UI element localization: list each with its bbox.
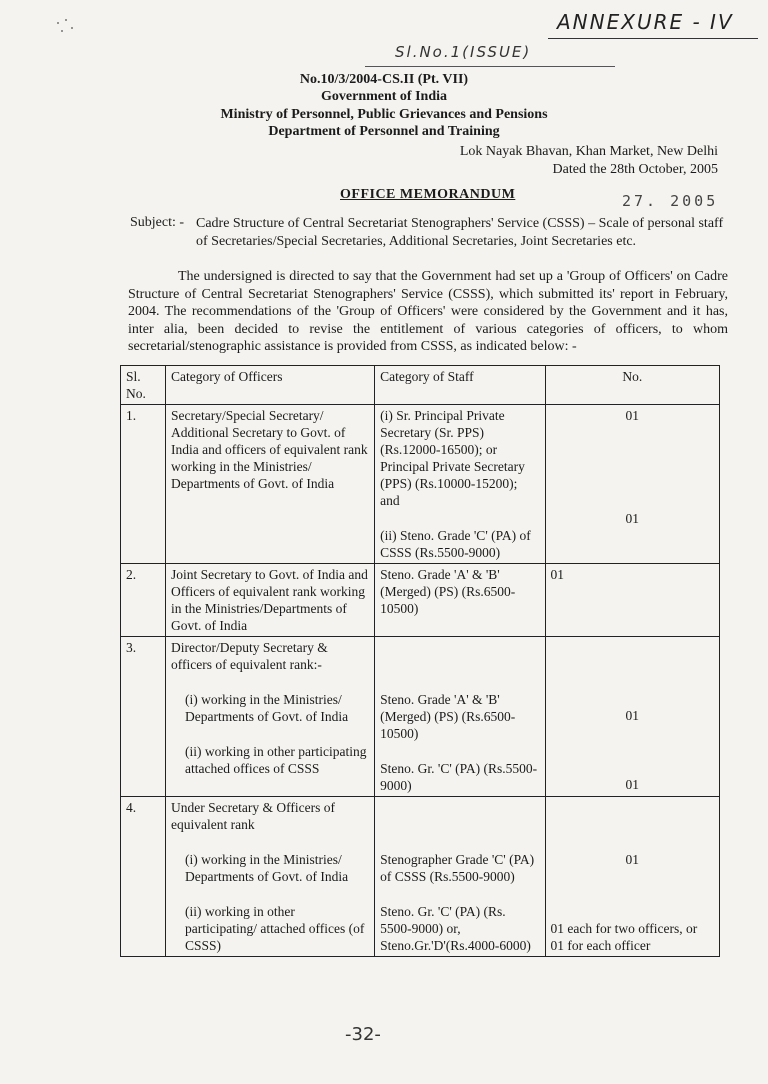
row-officer (166, 405, 375, 564)
row-staff (375, 637, 545, 797)
ministry-line: Ministry of Personnel, Public Grievances and Pensions (220, 107, 548, 122)
staff-option-b: Steno. Gr. 'C' (PA) (Rs. 5500-9000) or, Steno.Gr.'D'(Rs.4000-6000) (380, 904, 531, 953)
annexure-label: ANNEXURE - IV (557, 10, 734, 34)
number-b: 01 (625, 777, 640, 792)
table-row (121, 405, 720, 564)
header-number: No. (545, 366, 719, 405)
officer-text: Under Secretary & Officers of equivalent rank (171, 800, 335, 832)
page-number: -32- (345, 1024, 381, 1045)
staff-option-a: Stenographer Grade 'C' (PA) of CSSS (Rs.5500-9000) (380, 852, 535, 884)
row-number: 01 (545, 564, 719, 637)
row-officer (166, 797, 375, 957)
officer-sub-b: (ii) working in other participating/ attached offices (of CSSS) (185, 904, 365, 953)
row-number (545, 637, 719, 797)
officer-text: Director/Deputy Secretary & officers of equivalent rank:- (171, 640, 328, 672)
staff-option-a: Steno. Grade 'A' & 'B' (Merged) (PS) (Rs.6500-10500) (380, 692, 516, 741)
table-row (121, 637, 720, 797)
row-officer: Joint Secretary to Govt. of India and Officers of equivalent rank working in the Ministries/Departments of Govt. of India (166, 564, 375, 637)
subject-label: Subject: - (130, 215, 185, 230)
officer-sub-b: (ii) working in other participating attached offices of CSSS (185, 744, 367, 776)
handwritten-reference: Sl.No.1(ISSUE) (395, 43, 532, 61)
dated-line: Dated the 28th October, 2005 (552, 162, 718, 177)
header-sl-no: Sl. No. (121, 366, 166, 405)
number-b: 01 (625, 511, 640, 526)
address-line: Lok Nayak Bhavan, Khan Market, New Delhi (459, 144, 718, 159)
entitlement-table (120, 365, 720, 957)
reference-number: No.10/3/2004-CS.II (Pt. VII) (299, 72, 469, 87)
row-sl: 1. (121, 405, 166, 564)
body-paragraph: The undersigned is directed to say that the Government had set up a 'Group of Officers' on Cadre Structure of Central Secretariat Stenographers' Service (CSSS), which submitted its' report in February, 2004. The recommendations of the 'Group of Officers' were considered by the Government and it has, inter alia, been decided to revise the entitlement of various categories of officers, to whom secretarial/stenographic assistance is provided from CSSS, as indicated below: - (128, 269, 728, 354)
row-officer (166, 637, 375, 797)
table-header-row (121, 366, 720, 405)
staff-option-a: (i) Sr. Principal Private Secretary (Sr. PPS) (Rs.12000-16500); or Principal Private Secretary (PPS) (Rs.10000-15200); and (380, 408, 525, 508)
header-category-officers: Category of Officers (166, 366, 375, 405)
staff-option-b: (ii) Steno. Grade 'C' (PA) of CSSS (Rs.5500-9000) (380, 528, 531, 560)
staff-option-b: Steno. Gr. 'C' (PA) (Rs.5500-9000) (380, 761, 538, 793)
officer-sub-a: (i) working in the Ministries/ Departments of Govt. of India (185, 852, 349, 884)
number-b: 01 each for two officers, or 01 for each officer (550, 921, 698, 953)
row-number (545, 797, 719, 957)
memo-title: OFFICE MEMORANDUM (340, 187, 516, 202)
department-line: Department of Personnel and Training (268, 124, 500, 139)
table-row (121, 797, 720, 957)
handwritten-underline (365, 66, 615, 67)
officer-sub-a: (i) working in the Ministries/ Departments of Govt. of India (185, 692, 349, 724)
officer-text: Secretary/Special Secretary/ Additional Secretary to Govt. of India and officers of equivalent rank working in the Ministries/ Departments of Govt. of India (171, 408, 368, 491)
annexure-underline (548, 38, 758, 39)
row-staff (375, 405, 545, 564)
number-a: 01 (625, 408, 640, 423)
table-row (121, 564, 720, 637)
row-staff: Steno. Grade 'A' & 'B' (Merged) (PS) (Rs.6500-10500) (375, 564, 545, 637)
number-a: 01 (625, 852, 640, 867)
row-sl: 2. (121, 564, 166, 637)
date-stamp: 27. 2005 (622, 192, 719, 210)
scan-specks (55, 18, 75, 38)
row-number (545, 405, 719, 564)
government-line: Government of India (321, 89, 447, 104)
row-sl: 4. (121, 797, 166, 957)
number-a: 01 (625, 708, 640, 723)
header-category-staff: Category of Staff (375, 366, 545, 405)
row-sl: 3. (121, 637, 166, 797)
subject-text: Cadre Structure of Central Secretariat Stenographers' Service (CSSS) – Scale of personal staff of Secretaries/Special Secretaries, Additional Secretaries, Joint Secretaries etc. (196, 216, 724, 249)
row-staff (375, 797, 545, 957)
